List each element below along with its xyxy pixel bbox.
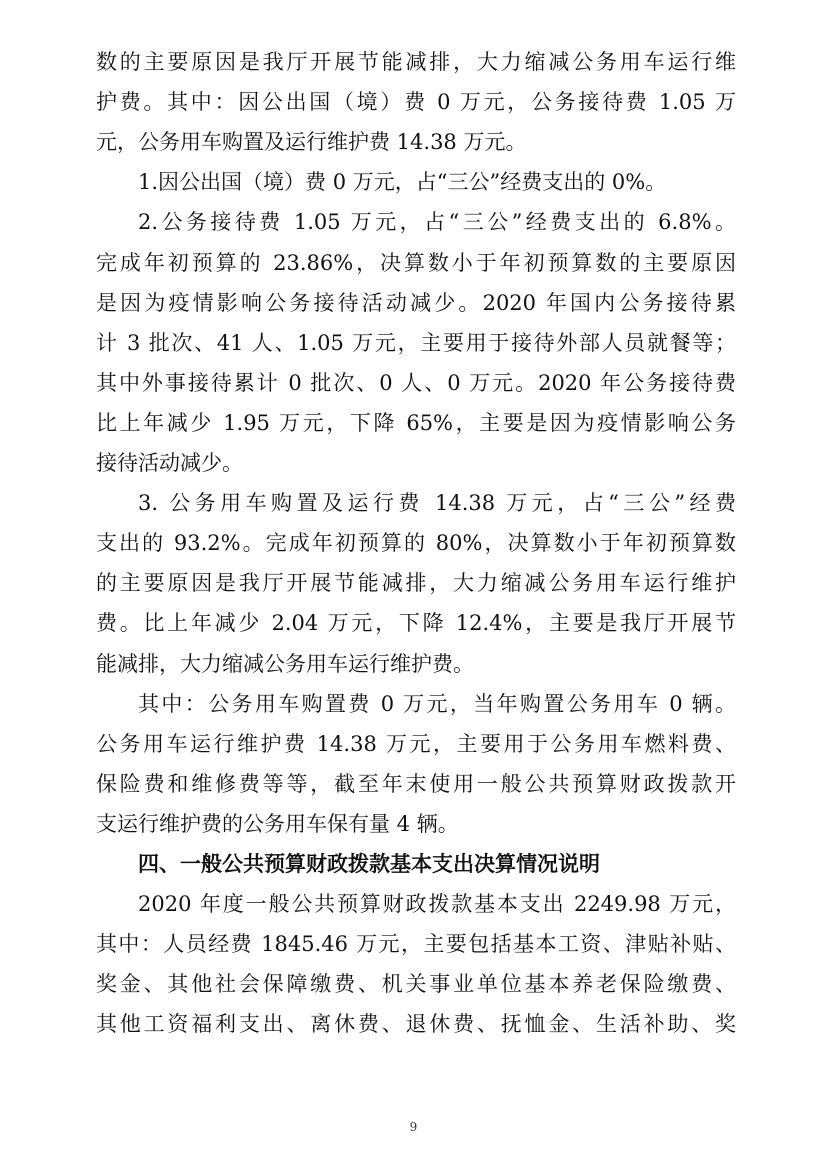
text-line: 完成年初预算的 23.86%，决算数小于年初预算数的主要原因 <box>96 250 736 275</box>
section-heading: 四、一般公共预算财政拨款基本支出决算情况说明 <box>138 852 600 876</box>
page-number: 9 <box>409 1120 418 1134</box>
text-line: 比上年减少 1.95 万元，下降 65%，主要是因为疫情影响公务 <box>96 410 736 435</box>
text-line: 3. 公务用车购置及运行费 14.38 万元，占“三公”经费 <box>138 491 736 516</box>
text-line: 其中外事接待累计 0 批次、0 人、0 万元。2020 年公务接待费 <box>96 370 736 395</box>
text-line: 其中：公务用车购置费 0 万元，当年购置公务用车 0 辆。 <box>138 691 736 716</box>
text-line: 奖金、其他社会保障缴费、机关事业单位基本养老保险缴费、 <box>96 972 736 997</box>
text-line: 能减排，大力缩减公务用车运行维护费。 <box>96 651 474 676</box>
text-line: 2.公务接待费 1.05 万元，占“三公”经费支出的 6.8%。 <box>138 210 736 235</box>
text-line: 元，公务用车购置及运行维护费 14.38 万元。 <box>96 130 527 155</box>
text-line: 公务用车运行维护费 14.38 万元，主要用于公务用车燃料费、 <box>96 731 736 756</box>
text-line: 是因为疫情影响公务接待活动减少。2020 年国内公务接待累 <box>96 290 736 315</box>
text-line: 接待活动减少。 <box>96 451 243 475</box>
text-line: 支运行维护费的公务用车保有量 4 辆。 <box>96 811 459 836</box>
text-line: 计 3 批次、41 人、1.05 万元，主要用于接待外部人员就餐等； <box>96 330 736 355</box>
text-line: 支出的 93.2%。完成年初预算的 80%，决算数小于年初预算数 <box>96 531 736 556</box>
text-line: 数的主要原因是我厅开展节能减排，大力缩减公务用车运行维 <box>96 50 736 74</box>
text-line: 2020 年度一般公共预算财政拨款基本支出 2249.98 万元， <box>138 892 736 917</box>
text-line: 其他工资福利支出、离休费、退休费、抚恤金、生活补助、奖 <box>96 1012 736 1037</box>
text-line: 费。比上年减少 2.04 万元，下降 12.4%，主要是我厅开展节 <box>96 611 736 636</box>
text-line: 其中：人员经费 1845.46 万元，主要包括基本工资、津贴补贴、 <box>96 932 736 957</box>
text-line: 1.因公出国（境）费 0 万元，占“三公”经费支出的 0%。 <box>138 170 667 195</box>
text-line: 保险费和维修费等等，截至年末使用一般公共预算财政拨款开 <box>96 771 736 796</box>
text-line: 护费。其中：因公出国（境）费 0 万元，公务接待费 1.05 万 <box>96 90 736 115</box>
text-line: 的主要原因是我厅开展节能减排，大力缩减公务用车运行维护 <box>96 571 736 596</box>
